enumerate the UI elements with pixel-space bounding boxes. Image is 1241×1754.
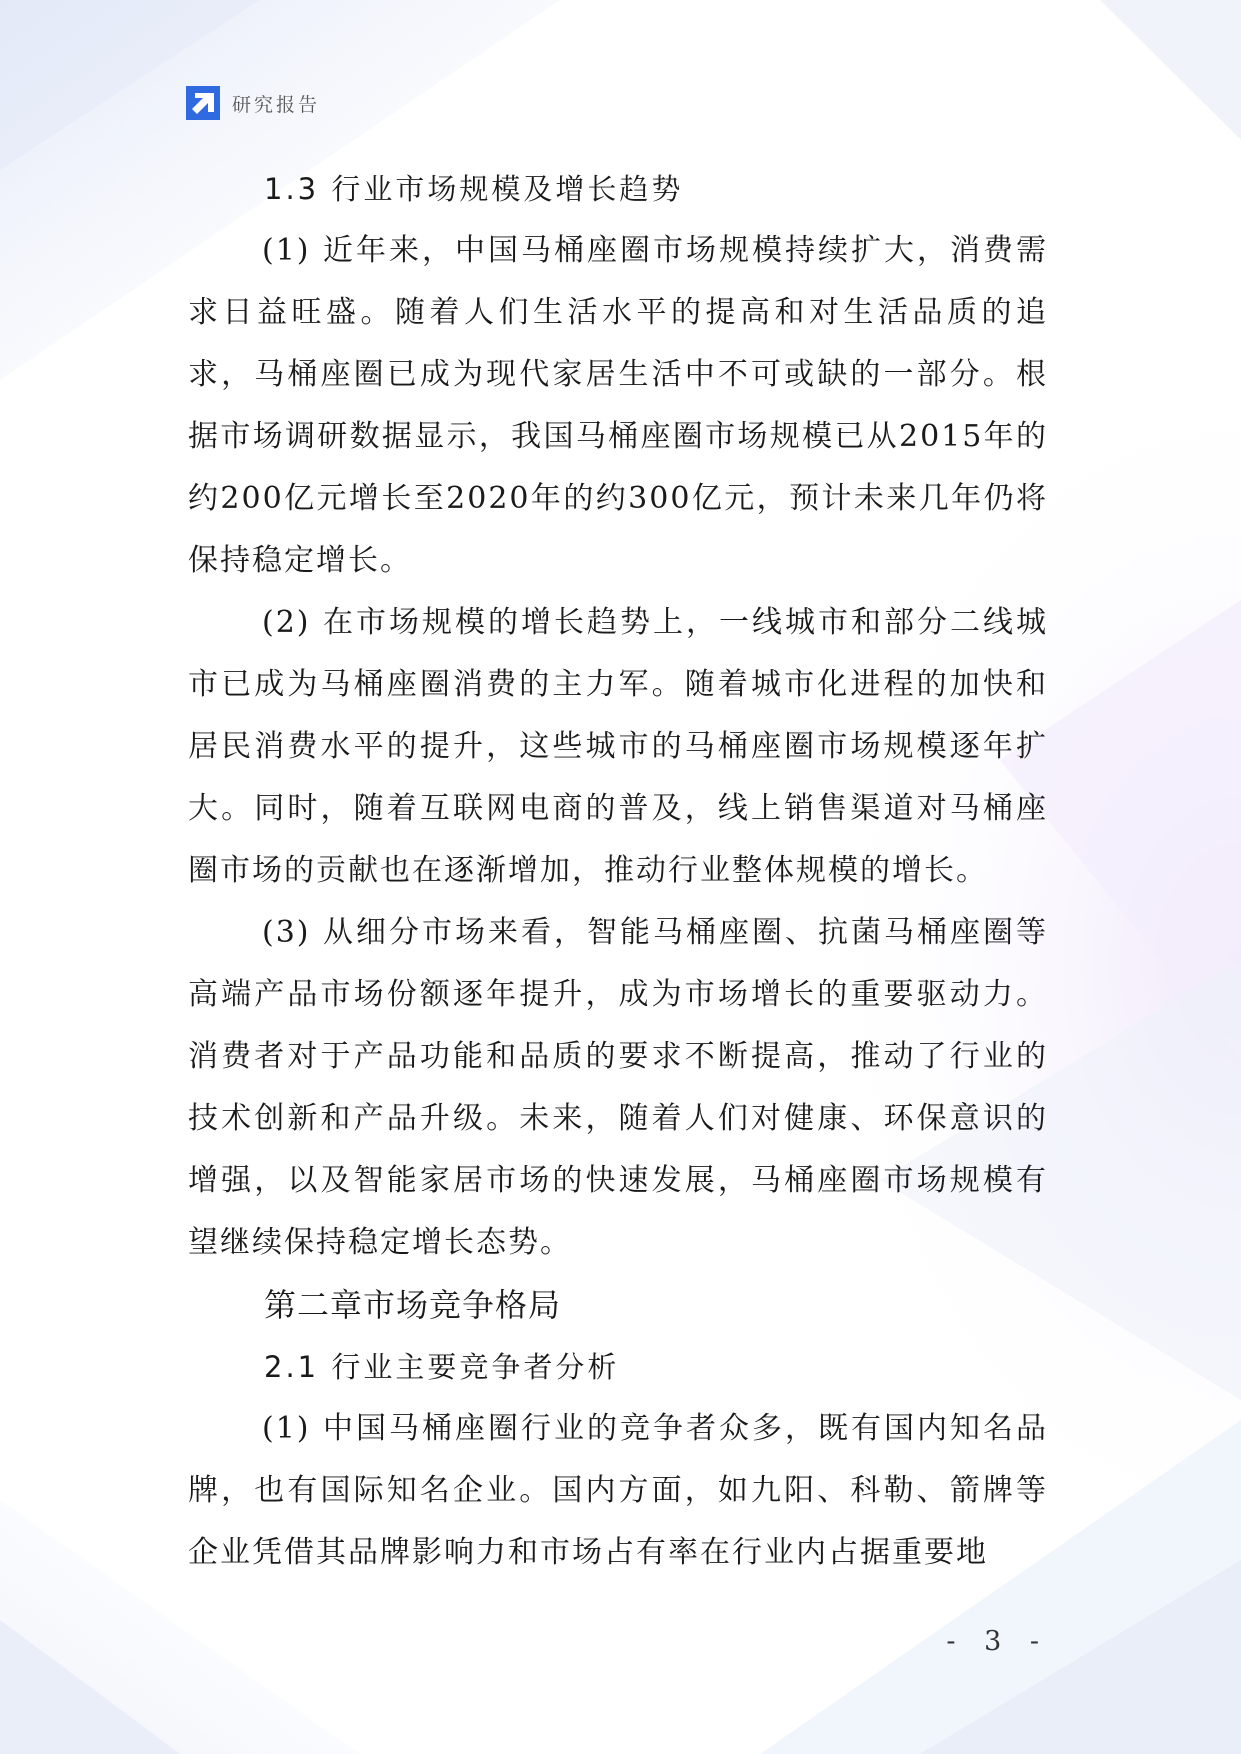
header-label: 研究报告 (232, 93, 321, 116)
body-paragraph: (1) 近年来，中国马桶座圈市场规模持续扩大，消费需求日益旺盛。随着人们生活水平的提高和对生活品质的追求，马桶座圈已成为现代家居生活中不可或缺的一部分。根据市场调研数据显示，我国马桶座圈市场规模已从2015年的约200亿元增长至2020年的约300亿元，预计未来几年仍将保持稳定增长。 (188, 233, 1048, 578)
body-paragraph: (3) 从细分市场来看，智能马桶座圈、抗菌马桶座圈等高端产品市场份额逐年提升，成为市场增长的重要驱动力。消费者对于产品功能和品质的要求不断提高，推动了行业的技术创新和产品升级。未来，随着人们对健康、环保意识的增强，以及智能家居市场的快速发展，马桶座圈市场规模有望继续保持稳定增长态势。 (188, 915, 1048, 1260)
page-number: - 3 - (946, 1626, 1049, 1657)
section-heading: 2.1 行业主要竞争者分析 (264, 1350, 620, 1384)
document-body (188, 158, 1048, 1584)
body-paragraph: (1) 中国马桶座圈行业的竞争者众多，既有国内知名品牌，也有国际知名企业。国内方面，如九阳、科勒、箭牌等企业凭借其品牌影响力和市场占有率在行业内占据重要地 (188, 1411, 1048, 1570)
arrow-up-right-icon (186, 86, 220, 120)
section-heading: 1.3 行业市场规模及增长趋势 (264, 172, 684, 206)
body-paragraph: (2) 在市场规模的增长趋势上，一线城市和部分二线城市已成为马桶座圈消费的主力军。随着城市化进程的加快和居民消费水平的提升，这些城市的马桶座圈市场规模逐年扩大。同时，随着互联网电商的普及，线上销售渠道对马桶座圈市场的贡献也在逐渐增加，推动行业整体规模的增长。 (188, 605, 1048, 888)
report-header (186, 86, 320, 120)
chapter-title: 第二章市场竞争格局 (264, 1286, 562, 1324)
